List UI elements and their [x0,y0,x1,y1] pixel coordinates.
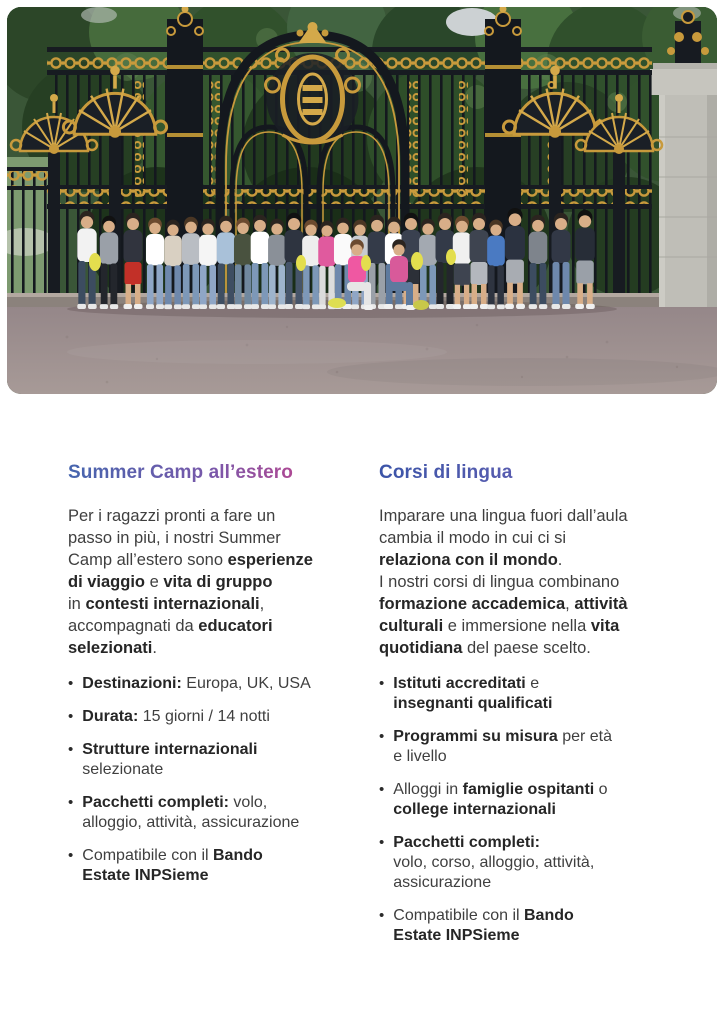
bullet-text: Pacchetti completi: volo, corso, alloggio, attività, assicurazione [393,834,595,891]
bullet-text: Alloggi in famiglie ospitanti o college internazionali [393,781,608,818]
language-courses-heading: Corsi di lingua [379,462,668,484]
bullet-dot: • [379,781,385,798]
language-courses-bullet-list [379,674,668,946]
hero-photo [7,7,717,394]
bullet-text: Compatibile con il Bando Estate INPSieme [82,847,263,884]
language-courses-paragraph: Imparare una lingua fuori dall’aula cambia il modo in cui ci si relaziona con il mondo. I nostri corsi di lingua combinano formazione accademica, attività culturali e immersione nella vita quotidiana del paese scelto. [379,507,628,657]
bullet-dot: • [379,834,385,851]
bullet-text: Programmi su misura per età e livello [393,728,613,765]
bullet-dot: • [68,847,74,864]
summer-camp-heading: Summer Camp all’estero [68,462,346,484]
bullet-dot: • [68,794,74,811]
bullet-text: Destinazioni: Europa, UK, USA [82,675,311,692]
bullet-dot: • [68,675,74,692]
bullet-dot: • [379,728,385,745]
bullet-item [68,674,346,694]
bullet-item [379,727,668,767]
bullet-item [68,846,346,886]
bullet-dot: • [68,741,74,758]
bullet-text: Strutture internazionali selezionate [82,741,258,778]
bullet-item [379,906,668,946]
column-summer-camp [68,462,346,959]
bullet-dot: • [379,907,385,924]
bullet-item [379,833,668,893]
summer-camp-bullet-list [68,674,346,886]
bullet-text: Compatibile con il Bando Estate INPSieme [393,907,574,944]
bullet-dot: • [68,708,74,725]
bullet-item [379,780,668,820]
bullet-item [68,793,346,833]
content-columns [68,462,668,959]
bullet-item [68,707,346,727]
bullet-text: Pacchetti completi: volo, alloggio, attività, assicurazione [82,794,300,831]
bullet-text: Istituti accreditati e insegnanti qualificati [393,675,553,712]
bullet-dot: • [379,675,385,692]
bullet-item [379,674,668,714]
bullet-text: Durata: 15 giorni / 14 notti [82,708,270,725]
summer-camp-paragraph: Per i ragazzi pronti a fare un passo in più, i nostri Summer Camp all’estero sono esperienze di viaggio e vita di gruppo in contesti internazionali, accompagnati da educatori selezionati. [68,507,313,657]
column-language-courses [379,462,668,959]
bullet-item [68,740,346,780]
